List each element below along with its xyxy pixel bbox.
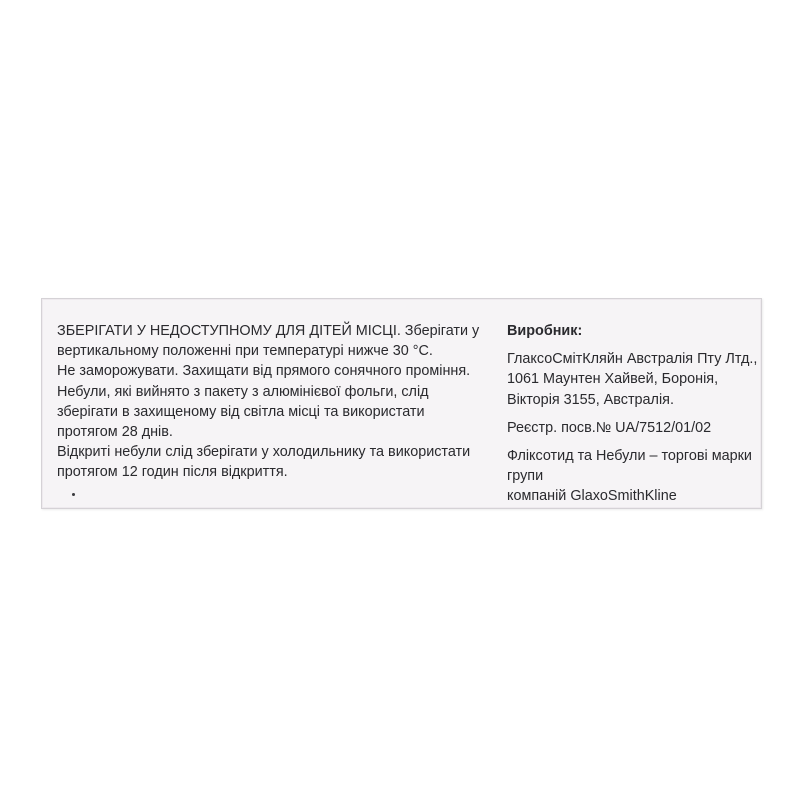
- storage-line: вертикальному положенні при температурі нижче 30 °С.: [57, 343, 433, 360]
- storage-line: зберігати в захищеному від світла місці та використати: [57, 403, 425, 420]
- storage-line: ЗБЕРІГАТИ У НЕДОСТУПНОМУ ДЛЯ ДІТЕЙ МІСЦІ. Зберігати у: [57, 323, 480, 339]
- storage-line: протягом 28 днів.: [57, 424, 173, 441]
- storage-line: Не заморожувати. Захищати від прямого сонячного проміння.: [57, 363, 471, 380]
- print-dot: [72, 493, 75, 496]
- trademark-line: групи: [507, 468, 544, 485]
- manufacturer-address-line: 1061 Маунтен Хайвей, Боронія,: [507, 371, 719, 388]
- registration-number: Реєстр. посв.№ UA/7512/01/02: [507, 419, 712, 436]
- manufacturer-heading: Виробник:: [507, 323, 583, 339]
- manufacturer-info: [507, 321, 757, 507]
- storage-line: Небули, які вийнято з пакету з алюмінієвої фольги, слід: [57, 383, 429, 400]
- storage-line: Відкриті небули слід зберігати у холодильнику та використати: [57, 444, 471, 461]
- manufacturer-address-line: ГлаксоСмітКляйн Австралія Пту Лтд.,: [507, 351, 758, 368]
- storage-instructions: [57, 321, 497, 483]
- storage-line: протягом 12 годин після відкриття.: [57, 464, 288, 481]
- trademark-line: компаній GlaxoSmithKline: [507, 488, 677, 505]
- trademark-line: Фліксотид та Небули – торгові марки: [507, 448, 752, 465]
- label-panel: [41, 298, 762, 509]
- manufacturer-address-line: Вікторія 3155, Австралія.: [507, 391, 674, 408]
